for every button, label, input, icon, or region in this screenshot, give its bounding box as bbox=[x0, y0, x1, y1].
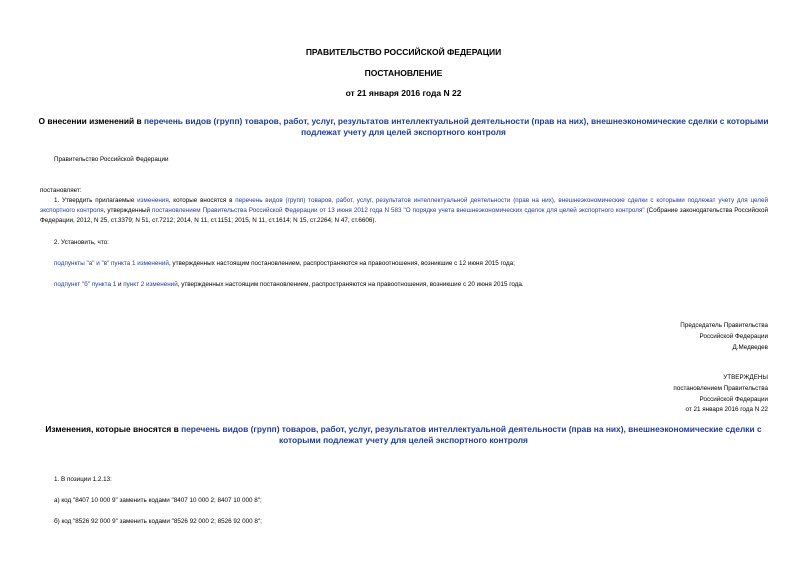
approved-line-2: постановлением Правительства bbox=[673, 385, 768, 392]
p1-text-c: , утвержденный bbox=[103, 207, 153, 214]
signature-line-1: Председатель Правительства bbox=[680, 322, 768, 329]
paragraph-2-label: 2. Установить, что: bbox=[54, 239, 109, 246]
changes-title-link[interactable]: перечень видов (групп) товаров, работ, услуг, результатов интеллектуальной деятельности (прав на них), внешнеэкономические сделки с которыми подлежат учету для целей экспортного контроля bbox=[181, 424, 762, 445]
changes-title-prefix: Изменения, которые вносятся в bbox=[45, 424, 182, 434]
p2-line1-text: , утвержденных настоящим постановлением, распространяются на правоотношения, возникшие с 12 июня 2015 года; bbox=[168, 260, 515, 267]
changes-title bbox=[40, 424, 767, 446]
decree-583-link[interactable]: постановлением Правительства Российской Федерации от 13 июня 2012 года N 583 "О порядке учета внешнеэкономических сделок для целей экспортного контроля" bbox=[152, 207, 645, 214]
p1-text-a: 1. Утвердить прилагаемые bbox=[54, 197, 138, 204]
government-heading: ПРАВИТЕЛЬСТВО РОССИЙСКОЙ ФЕДЕРАЦИИ bbox=[305, 47, 502, 57]
title-link[interactable]: перечень видов (групп) товаров, работ, услуг, результатов интеллектуальной деятельности (прав на них), внешнеэкономические сделки с которыми подлежат учету для целей экспортного контроля bbox=[143, 116, 769, 137]
government-name: Правительство Российской Федерации bbox=[54, 156, 169, 163]
changes-item-1: 1. В позиции 1.2.13: bbox=[54, 476, 112, 483]
signature-line-2: Российской Федерации bbox=[699, 333, 768, 340]
approved-line-1: УТВЕРЖДЕНЫ bbox=[723, 374, 768, 381]
changes-link[interactable]: изменения bbox=[137, 197, 169, 204]
clause-2-link[interactable]: пункт 2 изменений bbox=[123, 281, 178, 288]
document-date: от 21 января 2016 года N 22 bbox=[345, 88, 462, 98]
signature-name: Д.Медведев bbox=[732, 344, 768, 351]
paragraph-1 bbox=[40, 196, 768, 226]
list-link[interactable]: перечень видов (групп) товаров, работ, услуг, результатов интеллектуальной деятельности (прав на них), внешнеэкономические сделки с которыми подлежат учету для целей экспортного контроля bbox=[40, 197, 768, 214]
paragraph-2-line-2 bbox=[54, 280, 524, 290]
p2-line2-text: , утвержденных настоящим постановлением, распространяются на правоотношения, возникшие с 20 июня 2015 года. bbox=[177, 281, 524, 288]
p1-text-b: , которые вносятся в bbox=[168, 197, 236, 204]
subclauses-a-v-link[interactable]: подпункты "а" и "в" пункта 1 изменений bbox=[54, 260, 169, 267]
document-title bbox=[30, 116, 777, 138]
title-prefix: О внесении изменений в bbox=[38, 116, 144, 126]
approved-line-4: от 21 января 2016 года N 22 bbox=[685, 406, 768, 413]
paragraph-2-line-1 bbox=[54, 259, 515, 269]
changes-item-a: а) код "8407 10 000 9" заменить кодами "8407 10 000 2; 8407 10 000 8"; bbox=[54, 497, 262, 504]
approved-line-3: Российской Федерации bbox=[699, 396, 768, 403]
decrees-label: постановляет: bbox=[40, 187, 82, 194]
p1-text-d: (Собрание законодательства Российской Федерации, 2012, N 25, ст.3379; N 51, ст.7212; 2014, N 11, ст.1151; 2015, N 11, ст.1614; N 15, ст.2264; N 47, ст.6606). bbox=[40, 207, 769, 224]
changes-item-b: б) код "8526 92 000 9" заменить кодами "8526 92 000 2; 8526 92 000 8"; bbox=[54, 518, 262, 525]
document-type: ПОСТАНОВЛЕНИЕ bbox=[364, 68, 443, 78]
subclause-b-link[interactable]: подпункт "б" пункта 1 bbox=[54, 281, 117, 288]
p2-line2-mid: и bbox=[116, 281, 124, 288]
